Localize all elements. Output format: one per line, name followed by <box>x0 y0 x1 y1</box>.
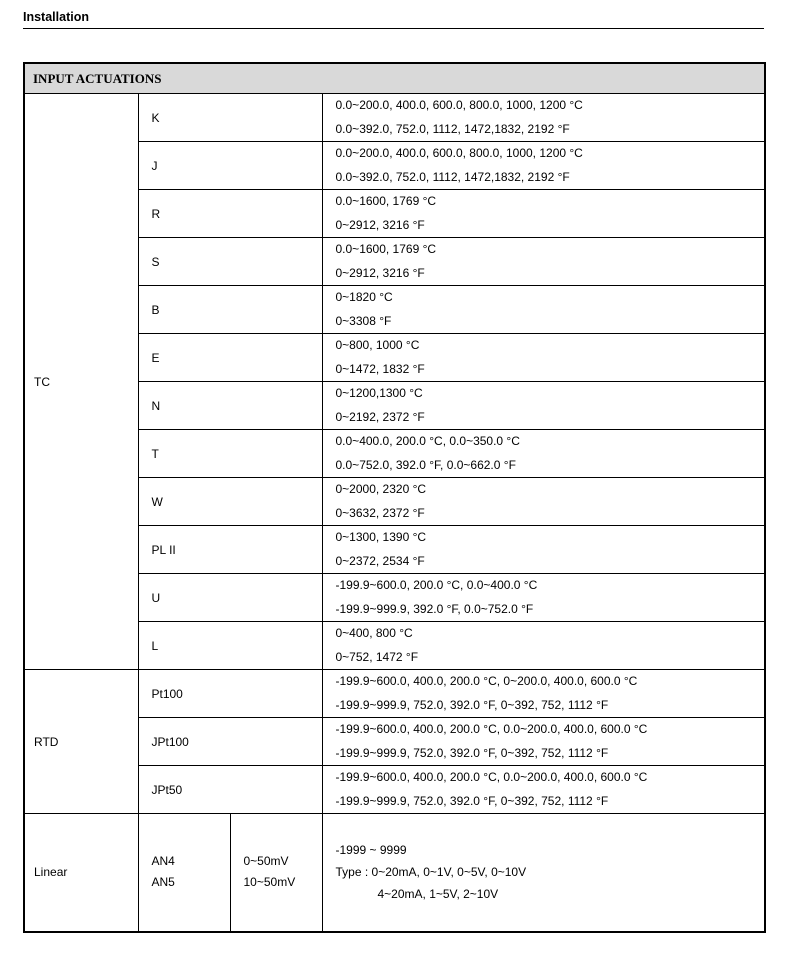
fahrenheit-range: 0~752, 1472 °F <box>335 649 419 664</box>
fahrenheit-range: 0~1472, 1832 °F <box>335 361 425 376</box>
sensor-type-cell: T <box>138 430 322 478</box>
fahrenheit-range: 0.0~392.0, 752.0, 1112, 1472,1832, 2192 °F <box>335 169 570 184</box>
sensor-type-cell: N <box>138 382 322 430</box>
fahrenheit-range: 0~2912, 3216 °F <box>335 265 425 280</box>
celsius-range: -199.9~600.0, 400.0, 200.0 °C, 0.0~200.0, 400.0, 600.0 °C <box>335 722 648 736</box>
range-cell <box>322 238 765 286</box>
celsius-range: 0.0~200.0, 400.0, 600.0, 800.0, 1000, 1200 °C <box>335 146 583 160</box>
fahrenheit-range: 0~2192, 2372 °F <box>335 409 425 424</box>
linear-model: AN5 <box>151 875 175 890</box>
sensor-type-cell: J <box>138 142 322 190</box>
celsius-range: 0.0~200.0, 400.0, 600.0, 800.0, 1000, 1200 °C <box>335 98 583 112</box>
celsius-range: -199.9~600.0, 400.0, 200.0 °C, 0.0~200.0, 400.0, 600.0 °C <box>335 770 648 784</box>
range-cell <box>322 430 765 478</box>
fahrenheit-range: 0.0~392.0, 752.0, 1112, 1472,1832, 2192 °F <box>335 121 570 136</box>
range-cell <box>322 622 765 670</box>
range-cell <box>322 766 765 814</box>
linear-range-cell <box>322 814 765 932</box>
celsius-range: -199.9~600.0, 400.0, 200.0 °C, 0~200.0, 400.0, 600.0 °C <box>335 674 638 688</box>
range-cell <box>322 478 765 526</box>
range-cell <box>322 334 765 382</box>
sensor-type-cell: E <box>138 334 322 382</box>
table-row-linear <box>24 814 765 932</box>
sensor-type-cell: S <box>138 238 322 286</box>
section-header <box>23 8 764 29</box>
sensor-type-cell: U <box>138 574 322 622</box>
table-row <box>24 670 765 718</box>
sensor-type-cell: R <box>138 190 322 238</box>
section-title: Installation <box>23 10 89 24</box>
sensor-type-cell: Pt100 <box>138 670 322 718</box>
linear-range: -1999 ~ 9999 <box>335 843 407 858</box>
celsius-range: 0~1200,1300 °C <box>335 386 423 400</box>
celsius-range: 0~400, 800 °C <box>335 626 413 640</box>
sensor-type-cell: JPt50 <box>138 766 322 814</box>
range-cell <box>322 286 765 334</box>
range-cell <box>322 190 765 238</box>
fahrenheit-range: 0~2912, 3216 °F <box>335 217 425 232</box>
sensor-type-cell: JPt100 <box>138 718 322 766</box>
fahrenheit-range: 0.0~752.0, 392.0 °F, 0.0~662.0 °F <box>335 457 516 472</box>
sensor-type-cell: B <box>138 286 322 334</box>
sensor-type-cell: PL II <box>138 526 322 574</box>
celsius-range: 0~1300, 1390 °C <box>335 530 427 544</box>
rtd-category-cell: RTD <box>24 670 138 814</box>
linear-voltages-cell <box>230 814 322 932</box>
celsius-range: 0~1820 °C <box>335 290 393 304</box>
sensor-type-cell: L <box>138 622 322 670</box>
linear-voltage: 10~50mV <box>243 875 296 890</box>
fahrenheit-range: -199.9~999.9, 752.0, 392.0 °F, 0~392, 752, 1112 °F <box>335 697 609 712</box>
linear-models-cell <box>138 814 230 932</box>
linear-type-line1: Type : 0~20mA, 0~1V, 0~5V, 0~10V <box>335 865 527 880</box>
range-cell <box>322 382 765 430</box>
range-cell <box>322 526 765 574</box>
sensor-type-cell: K <box>138 94 322 142</box>
celsius-range: 0~2000, 2320 °C <box>335 482 427 496</box>
input-actuations-table <box>23 62 766 933</box>
celsius-range: 0.0~400.0, 200.0 °C, 0.0~350.0 °C <box>335 434 520 448</box>
range-cell <box>322 670 765 718</box>
tc-category-cell: TC <box>24 94 138 670</box>
fahrenheit-range: 0~3632, 2372 °F <box>335 505 425 520</box>
range-cell <box>322 574 765 622</box>
linear-model: AN4 <box>151 854 175 869</box>
sensor-type-cell: W <box>138 478 322 526</box>
table-title: INPUT ACTUATIONS <box>24 63 765 94</box>
celsius-range: 0~800, 1000 °C <box>335 338 420 352</box>
linear-category-cell: Linear <box>24 814 138 932</box>
fahrenheit-range: -199.9~999.9, 752.0, 392.0 °F, 0~392, 752, 1112 °F <box>335 793 609 808</box>
table-row <box>24 94 765 142</box>
linear-voltage: 0~50mV <box>243 854 289 869</box>
fahrenheit-range: 0~2372, 2534 °F <box>335 553 425 568</box>
range-cell <box>322 718 765 766</box>
range-cell <box>322 94 765 142</box>
celsius-range: 0.0~1600, 1769 °C <box>335 194 437 208</box>
fahrenheit-range: 0~3308 °F <box>335 313 392 328</box>
fahrenheit-range: -199.9~999.9, 752.0, 392.0 °F, 0~392, 752, 1112 °F <box>335 745 609 760</box>
fahrenheit-range: -199.9~999.9, 392.0 °F, 0.0~752.0 °F <box>335 601 534 616</box>
celsius-range: 0.0~1600, 1769 °C <box>335 242 437 256</box>
range-cell <box>322 142 765 190</box>
celsius-range: -199.9~600.0, 200.0 °C, 0.0~400.0 °C <box>335 578 538 592</box>
linear-type-line2: 4~20mA, 1~5V, 2~10V <box>377 887 499 902</box>
